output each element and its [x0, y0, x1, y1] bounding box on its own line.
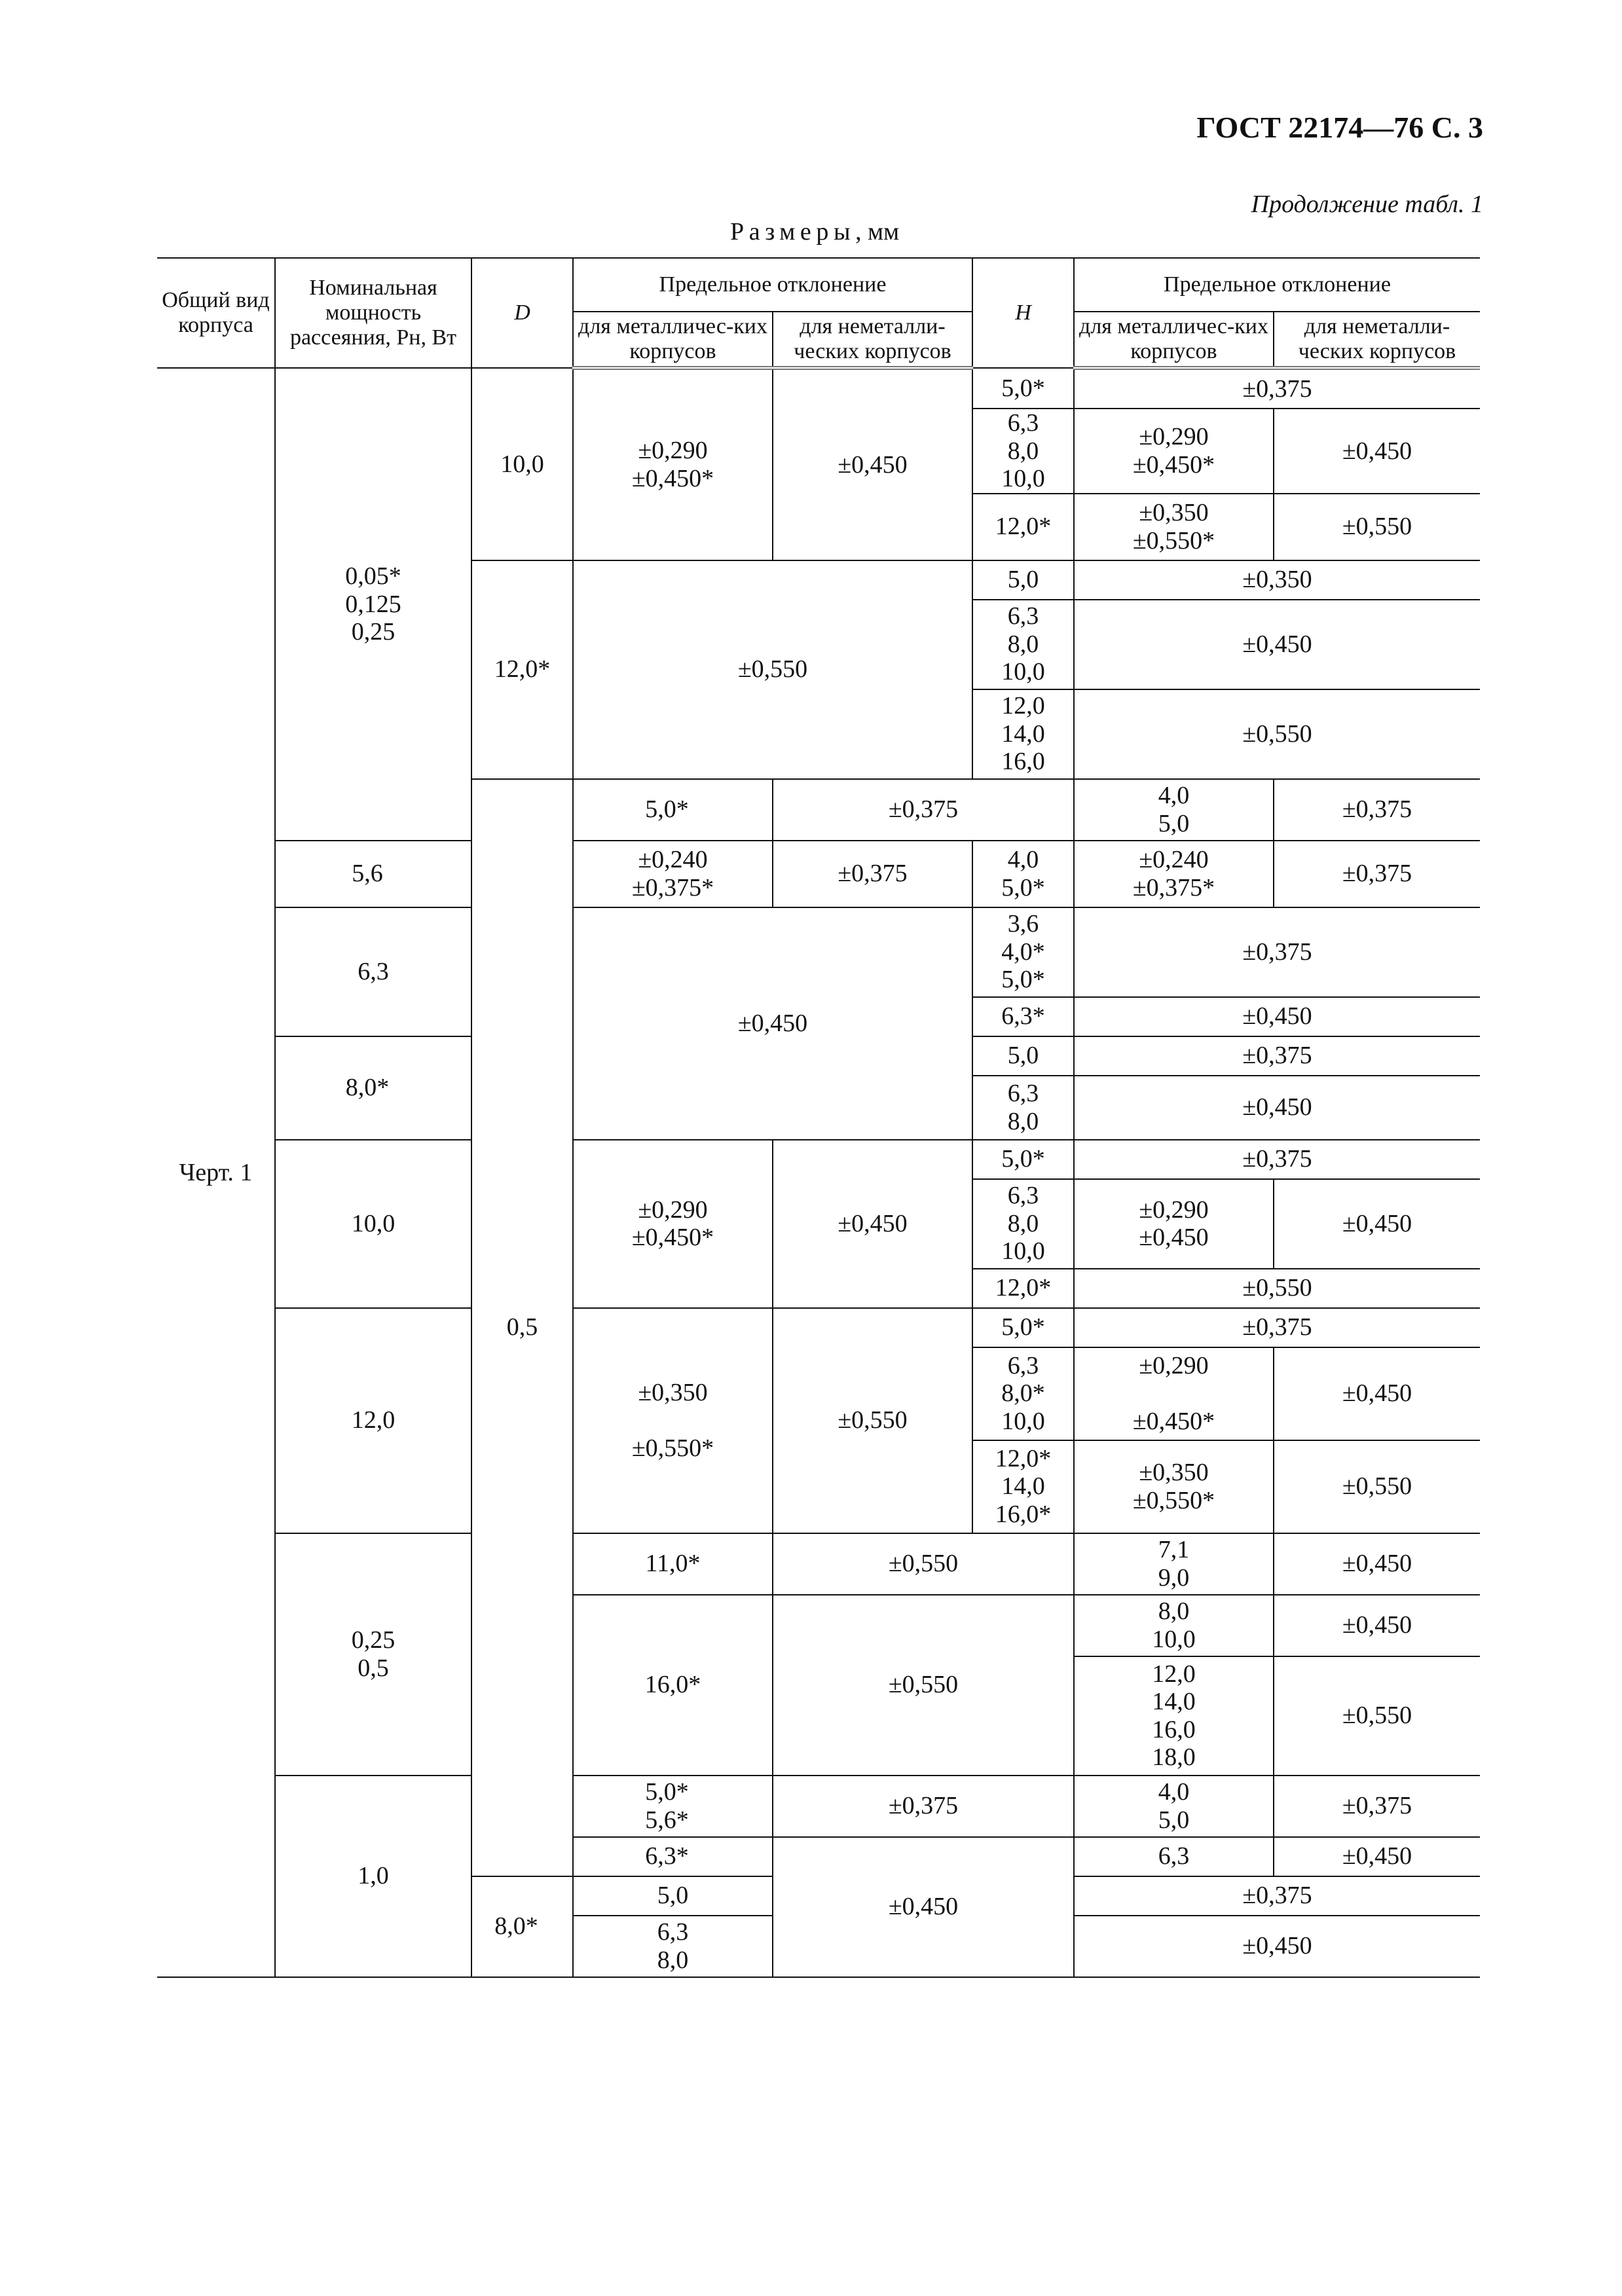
- h-dev-nonmetal: ±0,450: [1274, 1347, 1480, 1440]
- h-cell: 5,0: [573, 1876, 773, 1916]
- d-dev-nonmetal: ±0,450: [773, 368, 972, 560]
- col-deviation-d: Предельное отклонение: [573, 258, 972, 312]
- d-dev: ±0,550: [773, 1595, 1074, 1776]
- d-dev-nonmetal: ±0,450: [773, 1140, 972, 1308]
- d-cell: 10,0: [275, 1140, 471, 1308]
- col-deviation-h: Предельное отклонение: [1074, 258, 1480, 312]
- d-dev-metal: ±0,290 ±0,450*: [573, 368, 773, 560]
- power-cell: 1,0: [275, 1776, 471, 1977]
- h-dev-nonmetal: ±0,450: [1274, 409, 1480, 494]
- h-cell: 6,3 8,0 10,0: [972, 1179, 1074, 1269]
- d-cell: 8,0*: [275, 1036, 471, 1140]
- units-caption: [730, 217, 899, 246]
- h-cell: 5,0*: [972, 368, 1074, 409]
- h-dev: ±0,450: [1074, 600, 1480, 689]
- h-dev: ±0,350: [1074, 560, 1480, 600]
- h-dev-metal: ±0,290 ±0,450: [1074, 1179, 1274, 1269]
- h-dev-nonmetal: ±0,450: [1274, 1179, 1480, 1269]
- d-dev-nonmetal: ±0,550: [773, 1308, 972, 1533]
- h-cell: 4,0 5,0*: [972, 841, 1074, 907]
- d-cell: 5,0* 5,6*: [573, 1776, 773, 1837]
- h-dev: ±0,375: [1074, 907, 1480, 997]
- h-cell: 5,0: [972, 1036, 1074, 1076]
- d-cell: 12,0: [275, 1308, 471, 1533]
- h-cell: 4,0 5,0: [1074, 1776, 1274, 1837]
- d-dev-metal: ±0,350 ±0,550*: [573, 1308, 773, 1533]
- page-header: ГОСТ 22174—76 С. 3: [1196, 111, 1483, 144]
- col-h: H: [972, 258, 1074, 368]
- col-h-nonmetal: для неметалли-ческих корпусов: [1274, 312, 1480, 368]
- h-cell: 5,0: [972, 560, 1074, 600]
- d-cell: 5,0*: [573, 779, 773, 841]
- h-dev: ±0,375: [1274, 1776, 1480, 1837]
- h-cell: 12,0 14,0 16,0: [972, 689, 1074, 779]
- h-dev: ±0,450: [1274, 1595, 1480, 1656]
- h-dev: ±0,550: [1074, 689, 1480, 779]
- h-dev: ±0,450: [1074, 1916, 1480, 1977]
- h-cell: 8,0 10,0: [1074, 1595, 1274, 1656]
- d-cell: 11,0*: [573, 1533, 773, 1595]
- dimensions-table: [157, 257, 1480, 1978]
- h-dev-nonmetal: ±0,550: [1274, 1440, 1480, 1533]
- d-dev: ±0,450: [773, 1837, 1074, 1977]
- d-cell: 8,0*: [471, 1876, 573, 1977]
- d-dev-metal: ±0,290 ±0,450*: [573, 1140, 773, 1308]
- h-cell: 6,3 8,0: [573, 1916, 773, 1977]
- h-cell: 6,3 8,0: [972, 1076, 1074, 1140]
- col-general-view: Общий вид корпуса: [157, 258, 275, 368]
- d-dev: ±0,450: [573, 907, 972, 1140]
- h-cell: 12,0* 14,0 16,0*: [972, 1440, 1074, 1533]
- power-cell: 0,5: [471, 779, 573, 1876]
- col-d-metal: для металличес-ких корпусов: [573, 312, 773, 368]
- power-cell: 0,25 0,5: [275, 1533, 471, 1776]
- h-dev: ±0,550: [1274, 1656, 1480, 1776]
- col-h-metal: для металличес-ких корпусов: [1074, 312, 1274, 368]
- h-cell: 4,0 5,0: [1074, 779, 1274, 841]
- h-dev-nonmetal: ±0,375: [1274, 841, 1480, 907]
- col-nominal-power: Номинальная мощность рассеяния, Pн, Вт: [275, 258, 471, 368]
- h-dev-metal: ±0,290 ±0,450*: [1074, 1347, 1274, 1440]
- h-dev-metal: ±0,350 ±0,550*: [1074, 494, 1274, 560]
- h-dev: ±0,375: [1074, 368, 1480, 409]
- units-suffix: , мм: [855, 218, 900, 246]
- d-cell: 12,0*: [471, 560, 573, 779]
- d-cell: 5,6: [275, 841, 471, 907]
- h-cell: 6,3*: [972, 997, 1074, 1036]
- h-dev: ±0,375: [1074, 1308, 1480, 1347]
- d-dev: ±0,375: [773, 779, 1074, 841]
- h-cell: 12,0*: [972, 1269, 1074, 1308]
- h-cell: 6,3 8,0* 10,0: [972, 1347, 1074, 1440]
- d-dev: ±0,550: [573, 560, 972, 779]
- h-cell: 12,0*: [972, 494, 1074, 560]
- d-cell: 10,0: [471, 368, 573, 560]
- d-dev-metal: ±0,240 ±0,375*: [573, 841, 773, 907]
- h-dev: ±0,550: [1074, 1269, 1480, 1308]
- h-cell: 12,0 14,0 16,0 18,0: [1074, 1656, 1274, 1776]
- h-cell: 7,1 9,0: [1074, 1533, 1274, 1595]
- h-dev-metal: ±0,240 ±0,375*: [1074, 841, 1274, 907]
- h-cell: 3,6 4,0* 5,0*: [972, 907, 1074, 997]
- d-cell: 6,3: [275, 907, 471, 1036]
- h-cell: 5,0*: [972, 1140, 1074, 1179]
- d-cell: 16,0*: [573, 1595, 773, 1776]
- d-dev-nonmetal: ±0,375: [773, 841, 972, 907]
- h-cell: 5,0*: [972, 1308, 1074, 1347]
- h-dev-metal: ±0,350 ±0,550*: [1074, 1440, 1274, 1533]
- h-dev: ±0,450: [1274, 1533, 1480, 1595]
- h-cell: 6,3 8,0 10,0: [972, 600, 1074, 689]
- h-dev-nonmetal: ±0,550: [1274, 494, 1480, 560]
- h-dev: ±0,375: [1274, 779, 1480, 841]
- table-continuation-label: Продолжение табл. 1: [1251, 191, 1483, 218]
- d-dev: ±0,375: [773, 1776, 1074, 1837]
- h-dev: ±0,450: [1274, 1837, 1480, 1876]
- d-cell: 6,3*: [573, 1837, 773, 1876]
- h-dev: ±0,375: [1074, 1876, 1480, 1916]
- h-dev: ±0,450: [1074, 1076, 1480, 1140]
- h-dev: ±0,375: [1074, 1140, 1480, 1179]
- col-d: D: [471, 258, 573, 368]
- units-word: Размеры: [730, 218, 856, 246]
- h-cell: 6,3 8,0 10,0: [972, 409, 1074, 494]
- h-dev-metal: ±0,290 ±0,450*: [1074, 409, 1274, 494]
- h-dev: ±0,450: [1074, 997, 1480, 1036]
- h-dev: ±0,375: [1074, 1036, 1480, 1076]
- col-d-nonmetal: для неметалли-ческих корпусов: [773, 312, 972, 368]
- power-cell: 0,05* 0,125 0,25: [275, 368, 471, 841]
- h-cell: 6,3: [1074, 1837, 1274, 1876]
- d-dev: ±0,550: [773, 1533, 1074, 1595]
- drawing-ref: Черт. 1: [157, 368, 275, 1977]
